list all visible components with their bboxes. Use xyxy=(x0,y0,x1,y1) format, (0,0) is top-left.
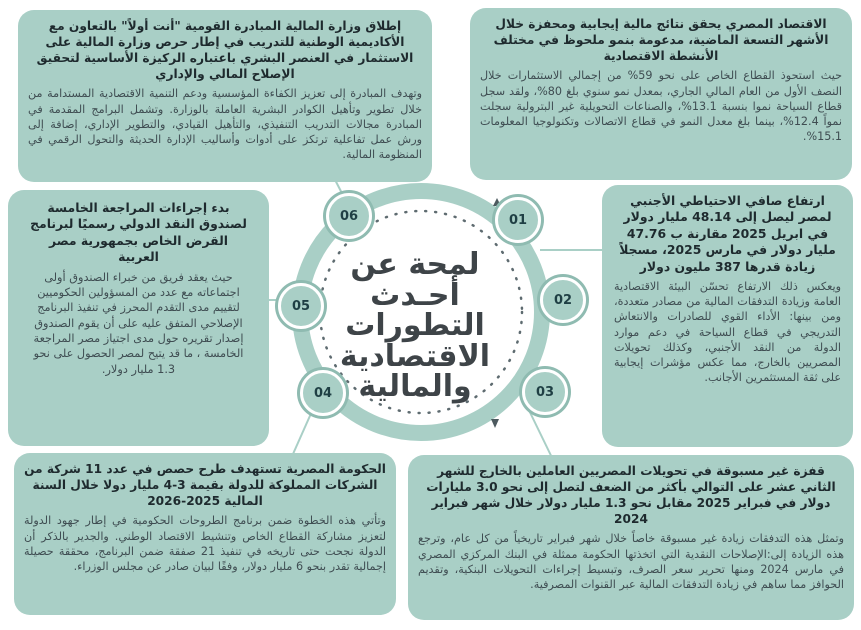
card-body: وتهدف المبادرة إلى تعزيز الكفاءة المؤسسية ودعم التنمية الاقتصادية المستدامة من خلال تطوير وتأهيل الكوادر البشرية العاملة بالوزارة. وتشمل البرامج المقدمة في المبادرة مجالات التدريب التنفيذي، والتأهيل القيادي، والتطوير الإداري، إضافة إلى ورش عمل تفاعلية ترتكز على أدوات وأساليب الإدارة الحديثة والتحول الرقمي في المنظومة المالية. xyxy=(28,87,422,162)
info-card-05 xyxy=(8,190,269,446)
number-badge-02: 02 xyxy=(540,277,586,323)
card-body: وتأتي هذه الخطوة ضمن برنامج الطروحات الحكومية في إطار جهود الدولة لتعزيز مشاركة القطاع الخاص وتنشيط الاقتصاد الوطني. والجدير بالذكر أن الدولة نجحت حتى تاريخه في تنفيذ 21 صفقة ضمن البرنامج، محققة حصيلة إجمالية تقدر بنحو 6 مليار دولار، وفقًا لبيان صادر عن مجلس الوزراء. xyxy=(24,514,386,573)
card-heading: بدء إجراءات المراجعة الخامسة لصندوق النقد الدولي رسميًا لبرنامج القرض الخاص بجمهورية مصر العربية xyxy=(30,200,247,265)
info-card-03 xyxy=(408,455,854,620)
info-card-01 xyxy=(470,8,852,180)
number-badge-01: 01 xyxy=(495,197,541,243)
card-heading: الحكومة المصرية تستهدف طرح حصص في عدد 11 شركة من الشركات المملوكة للدولة بقيمة 3-4 مليار دولا خلال السنة المالية 2025-2026 xyxy=(24,462,386,509)
number-badge-04: 04 xyxy=(300,370,346,416)
number-badge-05: 05 xyxy=(278,283,324,329)
info-card-02 xyxy=(602,185,853,447)
card-body: حيث يعقد فريق من خبراء الصندوق أولى اجتماعاته مع عدد من المسؤولين الحكوميين لتقييم مدى التقدم المحرز في تنفيذ البرنامج الإصلاحي المتفق عليه على أن يقوم الصندوق إصدار تقريره حول مدى اجتياز مصر المراجعة الخامسة ، ما قد يتيح لمصر الحصول على نحو 1.3 مليار دولار. xyxy=(33,270,244,376)
card-heading: قفزة غير مسبوقة في تحويلات المصريين العاملين بالخارج للشهر الثاني عشر على التوالي بأكثر من الضعف لتصل إلى نحو 3.0 مليارات دولار في فبراير 2025 مقابل نحو 1.3 مليار دولار خلال شهر فبراير 2024 xyxy=(426,464,836,527)
number-badge-03: 03 xyxy=(522,369,568,415)
card-body: ويعكس ذلك الارتفاع تحسّن البيئة الاقتصادية العامة وزيادة التدفقات المالية من مصادر متعددة، ومن بينها: الأداء القوي للصادرات والانتعاش التدريجي في قطاع السياحة في دعم موارد الدولة من النقد الأجنبي، وكذلك تحويلات المصريين بالخارج، مما عكس مؤشرات إيجابية على ثقة المستثمرين الأجانب. xyxy=(614,279,841,385)
number-badge-06: 06 xyxy=(326,193,372,239)
card-heading: إطلاق وزارة المالية المبادرة القومية "أنت أولاً" بالتعاون مع الأكاديمية الوطنية للتدريب في إطار حرص وزارة المالية على الاستثمار في العنصر البشري باعتباره الركيزة الأساسية لتحقيق الإصلاح المالي والإداري xyxy=(36,19,414,82)
info-card-06 xyxy=(18,10,432,182)
card-heading: ارتفاع صافي الاحتياطي الأجنبي لمصر ليصل إلى 48.14 مليار دولار في ابريل 2025 مقارنة ب 47.76 مليار دولار في مارس 2025، مسجلاً زيادة قدرها 387 مليون دولار xyxy=(619,193,836,274)
arrow-head-icon xyxy=(491,419,499,428)
card-body: وتمثل هذه التدفقات زيادة غير مسبوقة خاصاً خلال شهر فبراير تاريخياً من كل عام، وترجع هذه الزيادة إلى:الإصلاحات النقدية التي اتخذتها الحكومة ممثلة في البنك المركزي المصري في مارس 2024 ومنها تحرير سعر الصرف، وتبسيط إجراءات التحويلات البنكية، وتقديم الحوافز مما ساهم في زيادة التدفقات المالية عبر القنوات المصرفية. xyxy=(418,532,844,592)
center-title: لمحة عن أحـدث التطورات الاقتصادية والمالية xyxy=(339,247,491,405)
card-body: حيث استحوذ القطاع الخاص على نحو 59% من إجمالي الاستثمارات خلال النصف الأول من العام المالي الجاري، بمعدل نمو سنوي بلغ 80%، ولقد سجل قطاع السياحة نموا بنسبة 13.1%، والصناعات التحويلية غير البترولية سجلت نمواً 12.4%، بينما بلغ معدل النمو في قطاع الاتصالات وتكنولوجيا المعلومات 15.1%. xyxy=(480,69,843,144)
info-card-04 xyxy=(14,453,396,615)
card-heading: الاقتصاد المصري يحقق نتائج مالية إيجابية ومحفزة خلال الأشهر التسعة الماضية، مدعومة بنمو ملحوظ في مختلف الأنشطة الاقتصادية xyxy=(493,17,829,64)
